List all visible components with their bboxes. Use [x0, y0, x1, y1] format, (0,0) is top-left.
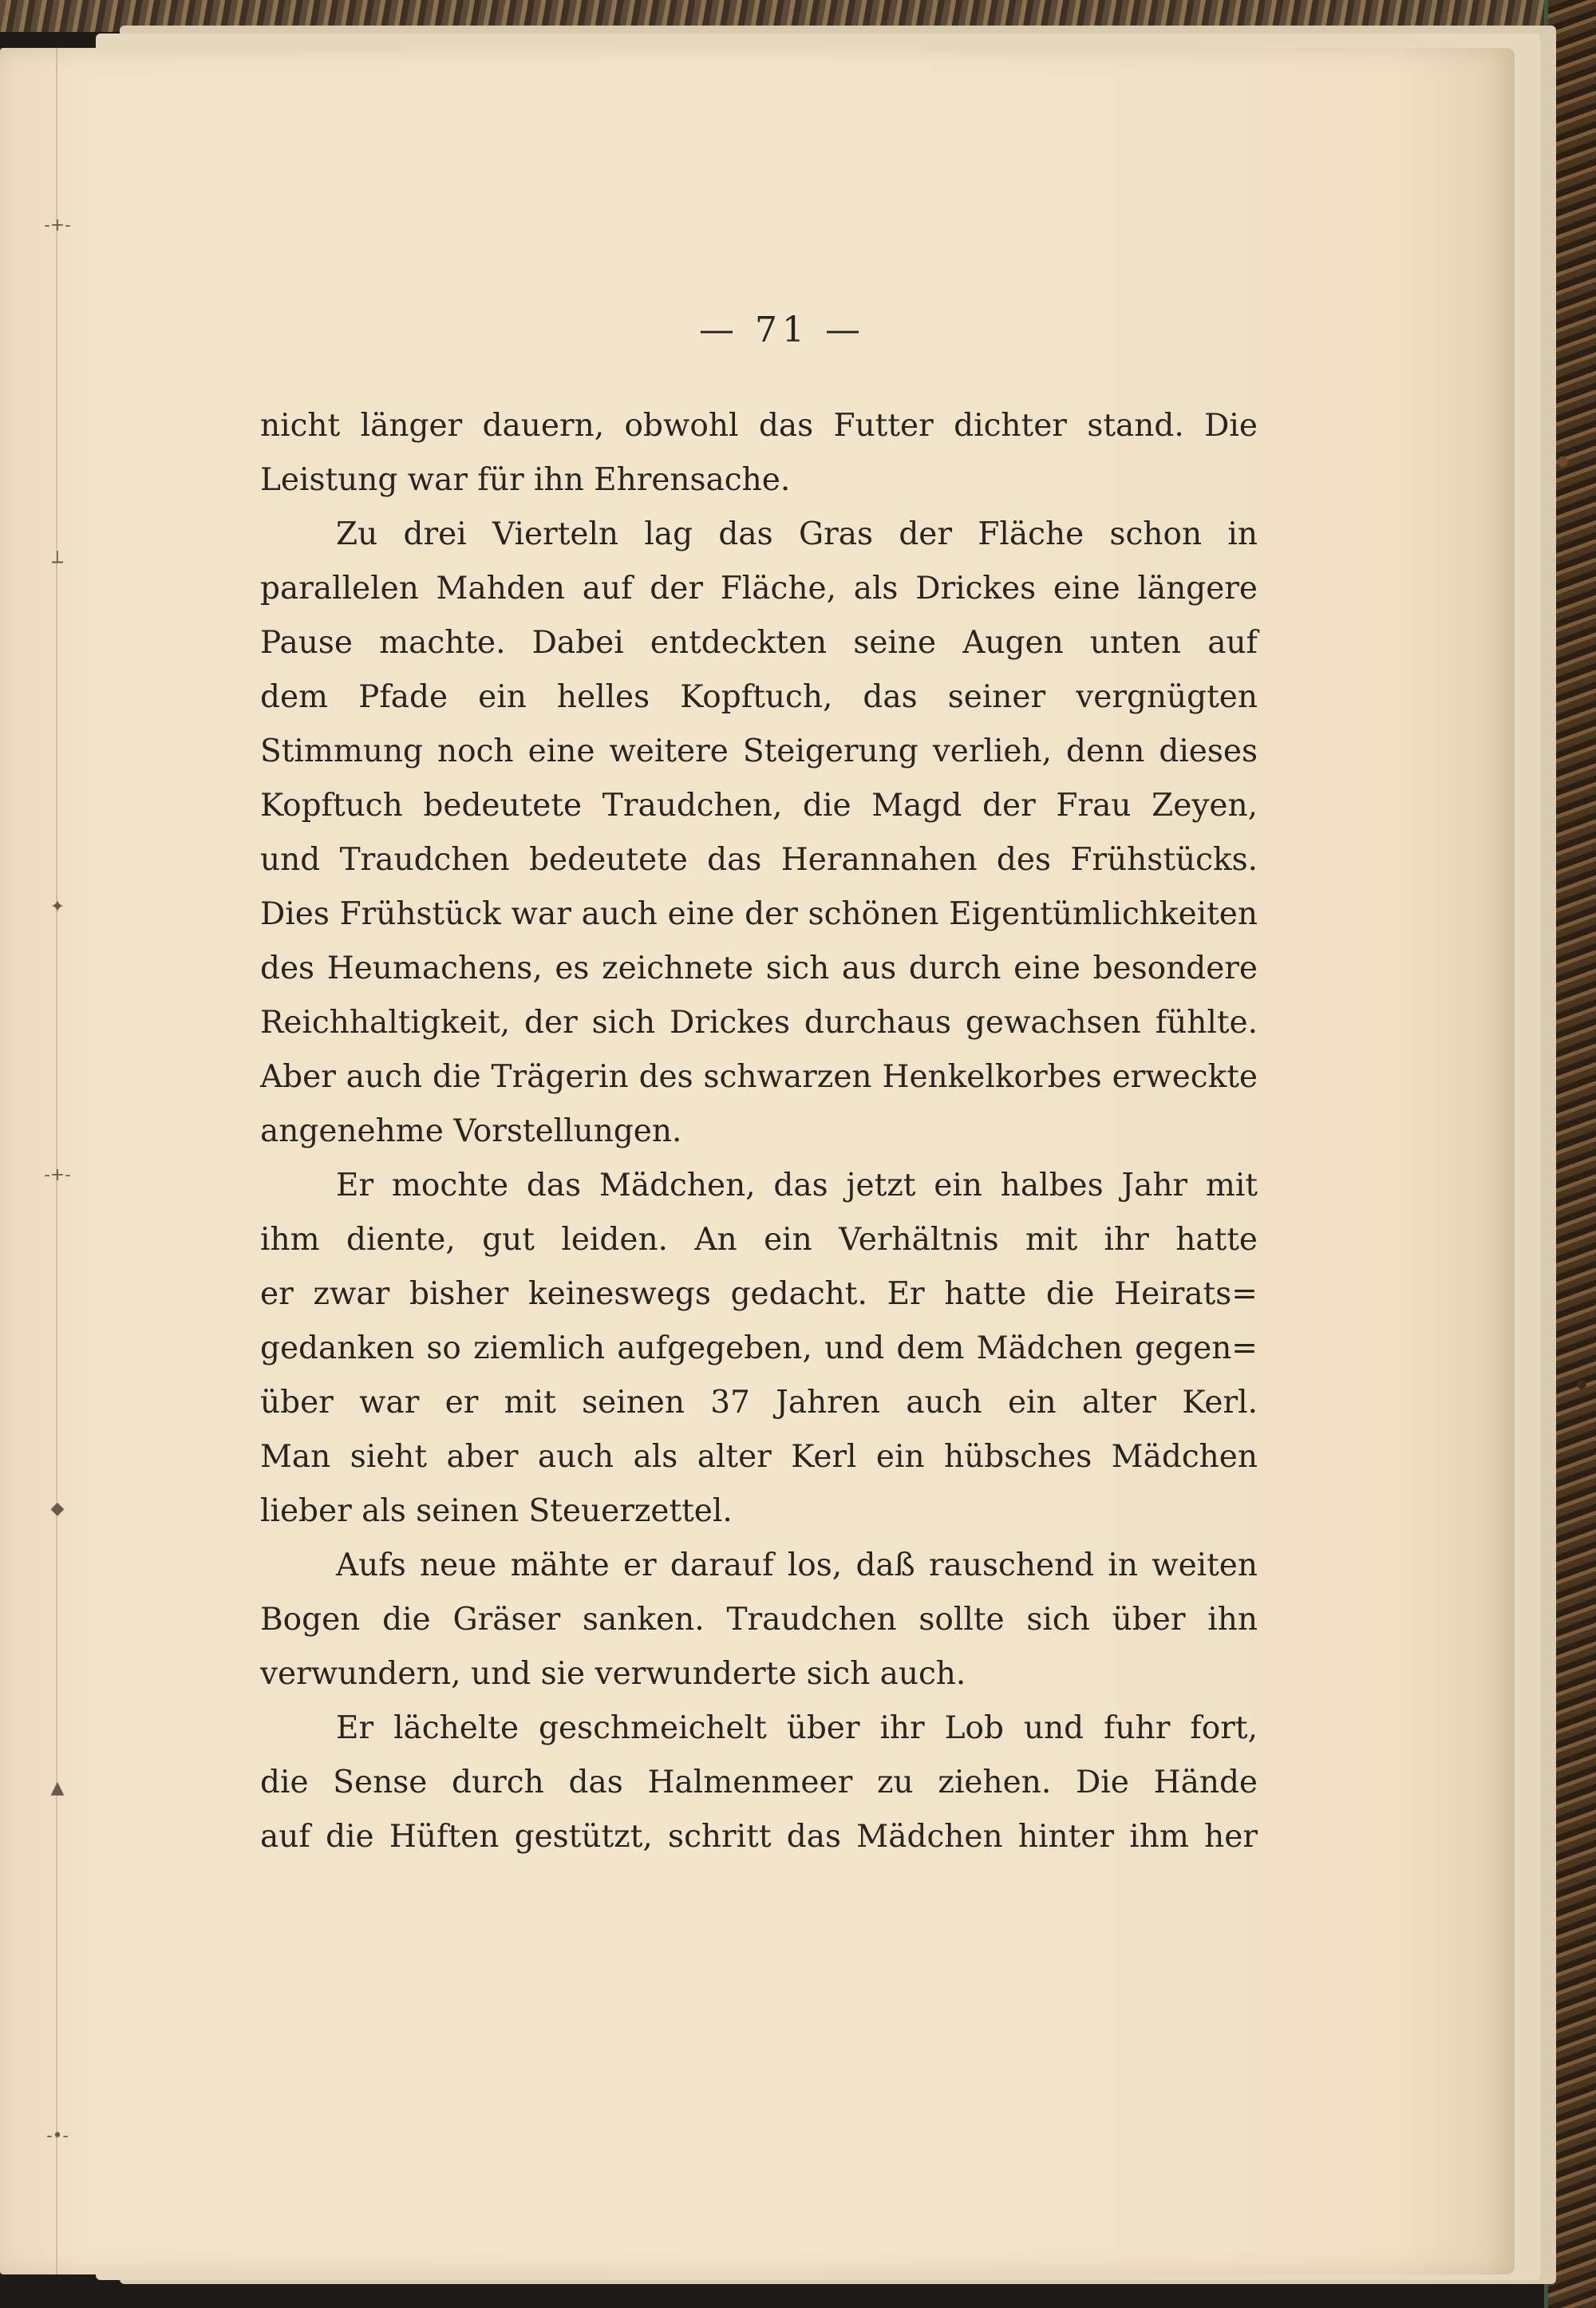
text-line: er zwar bisher keineswegs gedacht. Er hatte die Heirats= [260, 1276, 1258, 1312]
binding-thread-mark: ◆ [50, 1499, 65, 1519]
text-line: Stimmung noch eine weitere Steigerung verlieh, denn dieses [260, 733, 1258, 769]
text-line: verwundern, und sie verwunderte sich auch. [260, 1656, 966, 1692]
text-line: nicht länger dauern, obwohl das Futter dichter stand. Die [260, 408, 1258, 444]
binding-thread-mark: ✦ [49, 897, 65, 917]
binding-thread-mark: ⟂ [51, 547, 64, 567]
binding-thread-mark: -+- [44, 1165, 71, 1185]
text-line: über war er mit seinen 37 Jahren auch ein alter Kerl. [260, 1385, 1258, 1421]
text-line: Pause machte. Dabei entdeckten seine Augen unten auf [260, 625, 1258, 661]
text-line: auf die Hüften gestützt, schritt das Mädchen hinter ihm her [260, 1819, 1258, 1855]
body-text [260, 399, 1258, 1864]
text-line: des Heumachens, es zeichnete sich aus durch eine besondere [260, 950, 1258, 986]
page-number: — 71 — [699, 310, 865, 350]
text-line: Man sieht aber auch als alter Kerl ein hübsches Mädchen [260, 1439, 1258, 1475]
text-line: Er mochte das Mädchen, das jetzt ein halbes Jahr mit [336, 1168, 1258, 1203]
text-line: dem Pfade ein helles Kopftuch, das seiner vergnügten [260, 679, 1258, 715]
binding-thread-mark: -•- [46, 2126, 69, 2146]
text-line: die Sense durch das Halmenmeer zu ziehen. Die Hände [260, 1765, 1258, 1800]
text-line: Reichhaltigkeit, der sich Drickes durchaus gewachsen fühlte. [260, 1005, 1258, 1041]
text-line: Er lächelte geschmeichelt über ihr Lob und fuhr fort, [336, 1710, 1258, 1746]
text-line: Bogen die Gräser sanken. Traudchen sollte sich über ihn [260, 1602, 1258, 1638]
text-line: angenehme Vorstellungen. [260, 1113, 682, 1149]
text-line: und Traudchen bedeutete das Herannahen des Frühstücks. [260, 842, 1258, 878]
binding-gutter [56, 48, 57, 2274]
text-line: ihm diente, gut leiden. An ein Verhältnis mit ihr hatte [260, 1222, 1258, 1258]
text-line: gedanken so ziemlich aufgegeben, und dem Mädchen gegen= [260, 1330, 1258, 1366]
text-line: lieber als seinen Steuerzettel. [260, 1493, 733, 1529]
text-line: Aufs neue mähte er darauf los, daß rauschend in weiten [336, 1547, 1258, 1583]
text-line: Aber auch die Trägerin des schwarzen Henkelkorbes erweckte [260, 1059, 1258, 1095]
text-line: Dies Frühstück war auch eine der schönen Eigentümlichkeiten [260, 896, 1258, 932]
binding-thread-mark: ▲ [50, 1778, 65, 1798]
text-line: Zu drei Vierteln lag das Gras der Fläche schon in [336, 516, 1258, 552]
text-line: Kopftuch bedeutete Traudchen, die Magd der Frau Zeyen, [260, 788, 1258, 824]
binding-thread-mark: -+- [44, 215, 71, 235]
text-line: parallelen Mahden auf der Fläche, als Drickes eine längere [260, 571, 1258, 607]
text-line: Leistung war für ihn Ehrensache. [260, 462, 791, 498]
